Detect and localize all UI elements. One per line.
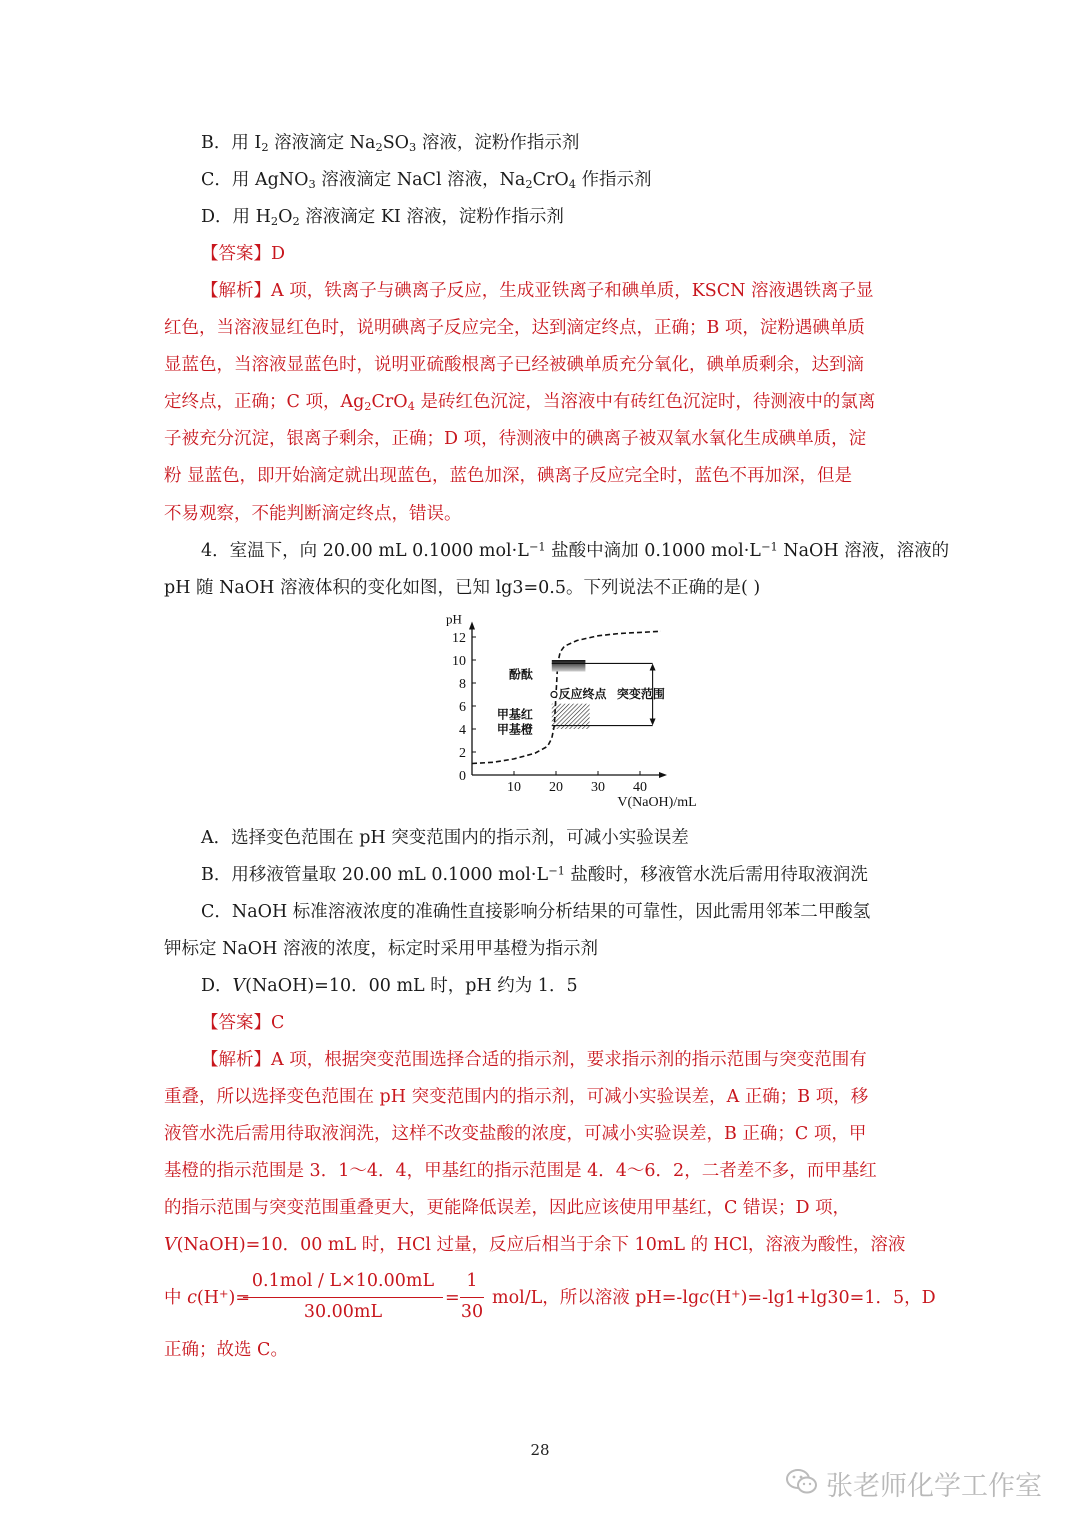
q3-analysis-line2: 红色，当溶液显红色时，说明碘离子反应完全，达到滴定终点，正确；B 项，淀粉遇碘单质 [164,318,865,338]
y-tick-label-2: 2 [459,746,466,761]
x-axis-arrow [659,772,667,778]
y-tick-label-4: 4 [459,723,466,738]
y-tick-label-8: 8 [459,677,466,692]
y-tick-label-0: 0 [459,769,466,784]
jump-range-arrow-down [650,719,656,726]
q4-stem-line2: pH 随 NaOH 溶液体积的变化如图，已知 lg3=0.5。下列说法不正确的是( ) [164,578,761,598]
q4-stem-line1: 4．室温下，向 20.00 mL 0.1000 $mol\cdot L^{-1}$ 盐酸中滴加 0.1000 $mol\cdot L^{-1}$ NaOH 溶液，溶液的 [201,539,950,561]
watermark: 张老师化学工作室 [826,1471,1042,1502]
x-tick-label-10: 10 [507,780,521,795]
q3-option-c: C．用 AgNO$_3$ 溶液滴定 NaCl 溶液，$Na_2CrO_4$ 作指示剂 [201,170,652,191]
q3-analysis-line3: 显蓝色，当溶液显蓝色时，说明亚硫酸根离子已经被碘单质充分氧化，碘单质剩余，达到滴 [164,355,864,375]
fraction2-numerator: 1 [466,1271,478,1291]
fraction1-numerator: 0.1​mol / L×10.00​mL [251,1271,435,1291]
equals-sign: = [445,1288,460,1308]
label-methyl-red: 甲基红 [496,707,533,722]
q4-analysis-line7-start: 中 c(H+)= [164,1286,251,1308]
q3-option-b: B．用 $I_2$ 溶液滴定 $Na_2SO_3$ 溶液，淀粉作指示剂 [201,133,580,154]
y-axis-arrow [469,622,475,630]
jump-range-arrow-up [650,663,656,670]
q4-analysis-line2: 重叠，所以选择变色范围在 pH 突变范围内的指示剂，可减小实验误差，A 正确；B 项，移 [164,1087,869,1107]
wechat-icon [784,1466,820,1498]
x-tick-label-40: 40 [633,780,647,795]
label-endpoint: 反应终点 [558,686,607,701]
q3-option-d: D．用 $H_2O_2$ 溶液滴定 KI 溶液，淀粉作指示剂 [201,207,564,228]
q4-option-c-line2: 钾标定 NaOH 溶液的浓度，标定时采用甲基橙为指示剂 [164,939,598,959]
q3-analysis-line4: 定终点，正确；C 项，$Ag_2CrO_4$ 是砖红色沉淀，当溶液中有砖红色沉淀时，待测液中的氯离 [164,392,876,413]
y-tick-label-12: 12 [452,631,466,646]
titration-chart [440,611,697,812]
x-axis-label: V(NaOH)/mL [617,795,697,810]
fraction2-bar [460,1297,484,1298]
q3-answer: 【答案】D [201,244,286,264]
fraction1-denominator: 30.00​mL [303,1302,383,1322]
q4-analysis-line3: 液管水洗后需用待取液润洗，这样不改变盐酸的浓度，可减小实验误差，B 正确；C 项，甲 [164,1124,867,1144]
q4-answer: 【答案】C [201,1013,285,1033]
endpoint-marker [551,692,557,698]
y-tick-label-10: 10 [452,654,466,669]
q3-analysis-line7: 不易观察，不能判断滴定终点，错误。 [164,504,462,524]
y-tick-label-6: 6 [459,700,466,715]
q4-option-d: D．V(NaOH)=10．00 mL 时，pH 约为 1．5 [201,976,578,996]
q4-analysis-line6: V(NaOH)=10．00 mL 时，HCl 过量，反应后相当于余下 10mL 的 HCl，溶液为酸性，溶液 [164,1235,906,1255]
q3-analysis-line5: 子被充分沉淀，银离子剩余，正确；D 项，待测液中的碘离子被双氧水氧化生成碘单质，淀 [164,429,867,449]
q4-option-b: B．用移液管量取 20.00 mL 0.1000 $mol\cdot L^{-1}$ 盐酸时，移液管水洗后需用待取液润洗 [201,863,868,885]
q3-analysis-line6: 粉 显蓝色，即开始滴定就出现蓝色，蓝色加深，碘离子反应完全时，蓝色不再加深，但是 [164,466,853,486]
page-number: 28 [530,1441,550,1459]
q4-analysis-line1: 【解析】A 项，根据突变范围选择合适的指示剂，要求指示剂的指示范围与突变范围有 [201,1050,867,1070]
q4-analysis-line7-end: mol/L，所以溶液 pH=-lgc(H+)=-lg1+lg30=1．5，D [492,1286,936,1308]
fraction2-denominator: 30 [460,1302,484,1322]
x-tick-label-20: 20 [549,780,563,795]
q3-analysis-line1: 【解析】A 项，铁离子与碘离子反应，生成亚铁离子和碘单质，KSCN 溶液遇铁离子显 [201,281,874,301]
q4-analysis-line8: 正确；故选 C。 [164,1340,288,1360]
label-jump-range: 突变范围 [616,686,665,701]
label-phenolphthalein: 酚酞 [508,667,533,682]
x-tick-label-30: 30 [591,780,605,795]
fraction1-bar [243,1297,443,1298]
phenolphthalein-band [552,660,586,672]
q4-option-c-line1: C．NaOH 标准溶液浓度的准确性直接影响分析结果的可靠性，因此需用邻苯二甲酸氢 [201,902,871,922]
label-methyl-orange: 甲基橙 [496,722,533,737]
y-axis-label: pH [446,611,462,627]
q4-analysis-line4: 基橙的指示范围是 3．1～4．4，甲基红的指示范围是 4．4～6．2，二者差不多，而甲基红 [164,1161,877,1181]
q4-analysis-line5: 的指示范围与突变范围重叠更大，更能降低误差，因此应该使用甲基红，C 错误；D 项， [164,1198,851,1218]
q4-option-a: A．选择变色范围在 pH 突变范围内的指示剂，可减小实验误差 [201,828,689,848]
